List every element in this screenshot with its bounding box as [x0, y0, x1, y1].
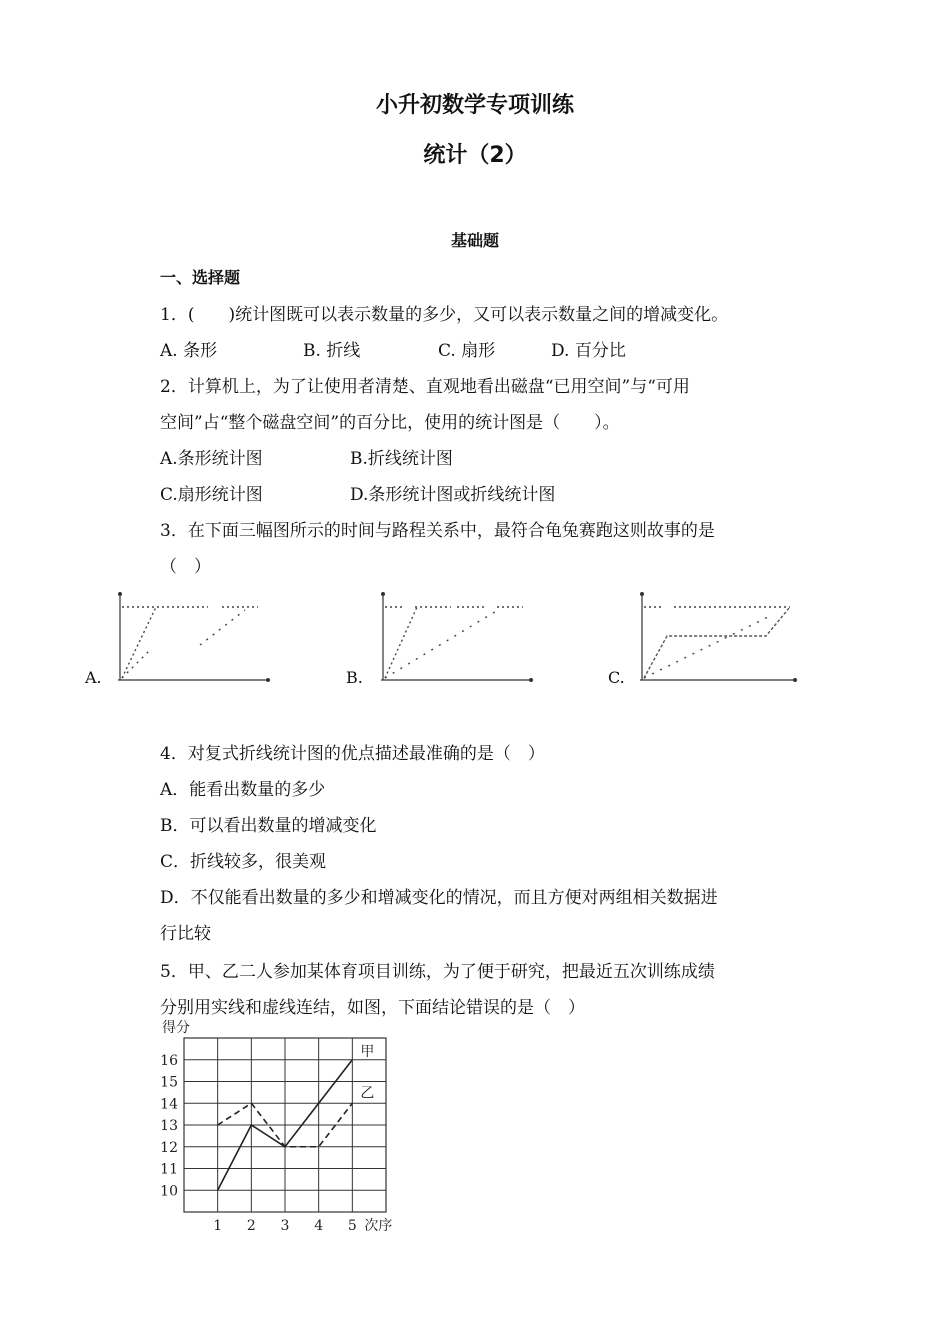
q1-option-a: A. 条形: [160, 341, 218, 361]
q2-option-c: C.扇形统计图: [160, 485, 263, 505]
section-heading: 基础题: [450, 231, 499, 250]
y-tick-label: 14: [160, 1096, 178, 1113]
q4-option-d-cont: 行比较: [160, 924, 211, 944]
x-tick-label: 2: [246, 1218, 256, 1234]
q5-line-chart: [150, 1020, 400, 1235]
q4-stem: 4．对复式折线统计图的优点描述最准确的是（ ）: [160, 744, 545, 764]
q2-stem-line1: 2．计算机上，为了让使用者清楚、直观地看出磁盘“已用空间”与“可用: [160, 377, 690, 397]
y-tick-label: 11: [160, 1161, 178, 1178]
q5-stem-line2: 分别用实线和虚线连结，如图，下面结论错误的是（ ）: [160, 998, 585, 1018]
q3-label-b: B.: [346, 668, 363, 687]
page-subtitle: 统计（2）: [423, 143, 527, 168]
x-tick-label: 3: [280, 1218, 290, 1234]
q2-option-d: D.条形统计图或折线统计图: [350, 485, 556, 505]
q3-graph-a: [110, 590, 280, 690]
q2-option-b: B.折线统计图: [350, 449, 453, 469]
q5-stem-line1: 5．甲、乙二人参加某体育项目训练，为了便于研究，把最近五次训练成绩: [160, 962, 715, 982]
q4-option-c: C．折线较多，很美观: [160, 852, 327, 872]
x-tick-label: 4: [314, 1218, 324, 1234]
q1-option-d: D. 百分比: [551, 341, 626, 361]
page-title: 小升初数学专项训练: [375, 93, 574, 118]
y-tick-label: 13: [160, 1118, 178, 1134]
part-heading: 一、选择题: [160, 268, 241, 287]
series-label: 乙: [360, 1085, 375, 1102]
q3-label-a: A.: [85, 668, 102, 687]
y-tick-label: 12: [160, 1139, 178, 1156]
q3-graph-b: [373, 590, 543, 690]
q1-option-c: C. 扇形: [438, 341, 496, 361]
y-tick-label: 15: [160, 1074, 178, 1091]
q3-stem-line2: （ ）: [160, 557, 211, 577]
series-label: 甲: [360, 1043, 375, 1060]
q3-graph-c: [632, 590, 807, 690]
q4-option-b: B．可以看出数量的增减变化: [160, 816, 377, 836]
q3-stem-line1: 3．在下面三幅图所示的时间与路程关系中，最符合龟兔赛跑这则故事的是: [160, 521, 715, 541]
q4-option-a: A．能看出数量的多少: [160, 780, 326, 800]
y-tick-label: 10: [160, 1183, 178, 1200]
q2-option-a: A.条形统计图: [160, 449, 263, 469]
y-tick-label: 16: [160, 1052, 178, 1069]
x-axis-label: 次序: [364, 1218, 393, 1234]
x-tick-label: 1: [213, 1218, 223, 1234]
q4-option-d: D．不仅能看出数量的多少和增减变化的情况，而且方便对两组相关数据进: [160, 888, 718, 908]
q3-label-c: C.: [608, 668, 625, 687]
q1-stem: 1．( )统计图既可以表示数量的多少，又可以表示数量之间的增减变化。: [160, 305, 729, 325]
q2-stem-line2: 空间”占“整个磁盘空间”的百分比，使用的统计图是（ ）。: [160, 413, 620, 433]
q1-option-b: B. 折线: [303, 341, 361, 361]
y-axis-label: 得分: [162, 1020, 190, 1036]
x-tick-label: 5: [347, 1218, 357, 1234]
